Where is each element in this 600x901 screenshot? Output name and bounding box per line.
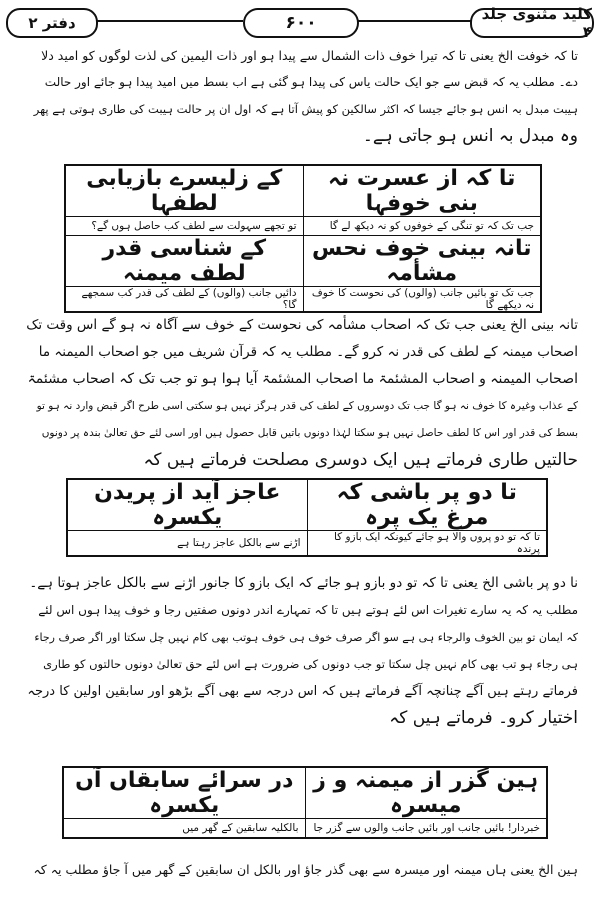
verse-line: عاجز آید از پریدن یکسرہ — [67, 479, 307, 531]
commentary-paragraph-1 — [24, 42, 578, 150]
text-line: تا کہ خوفت الخ یعنی تا کہ تیرا خوف ذات الشمال سے پیدا ہو اور ذات الیمین کی لذت لوگوں کو امید دلا — [41, 48, 578, 63]
commentary-paragraph-4 — [24, 856, 578, 883]
verse-line: تا دو پر باشی کہ مرغ یک پرہ — [307, 479, 547, 531]
verse-line: کے زلیسرے بازیابی لطفہا — [65, 165, 303, 217]
text-line: وہ مبدل بہ انس ہو جاتی ہے۔ — [362, 126, 578, 146]
text-line: تانہ بینی الخ یعنی جب تک کہ اصحاب مشأمہ کی نحوست کے خوف سے آگاہ نہ ہو گے اس وقت تک — [26, 317, 578, 333]
commentary-paragraph-2 — [24, 312, 578, 474]
text-line: دے۔ مطلب یہ کہ قبض سے جو ایک حالت یاس کی پیدا ہو گئی ہے اب بسط میں امید پیدا ہو جائے اور حالت — [44, 75, 578, 89]
verse-translation: بالکلیہ سابقین کے گھر میں — [63, 819, 305, 839]
commentary-paragraph-3 — [24, 570, 578, 732]
verse-translation: تا کہ تو دو پروں والا ہو جائے کیونکہ ایک بازو کا پرندہ — [307, 531, 547, 557]
verse-translation: تو تجھے سہولت سے لطف کب حاصل ہوں گے؟ — [65, 217, 303, 236]
verse-translation: اڑنے سے بالکل عاجز رہتا ہے — [67, 531, 307, 557]
text-line: ہی رجاء ہو تب بھی کام نہیں چل سکتا تو جب دونوں کی ضرورت ہے اس لئے حق تعالیٰ دونوں حالتوں کو طاری — [43, 657, 578, 671]
verse-line: تانہ بینی خوف نحس مشأمہ — [303, 236, 541, 287]
text-line: اصحاب میمنہ کے لطف کی قدر نہ کرو گے۔ مطلب یہ کہ قرآن شریف میں جو اصحاب المیمنہ ما — [38, 344, 578, 360]
text-line: کے عذاب وغیرہ کا خوف نہ ہو گا جب تک دوسروں کے لطف کی قدر ہرگز نہیں ہو سکتی اسی طرح اگر قبض وارد نہ ہو تو — [36, 400, 578, 412]
header-book-title: کلید مثنوی جلد ۴ — [470, 8, 594, 38]
verse-translation: جب تک تو بائیں جانب (والوں) کی نحوست کا خوف نہ دیکھے گا — [303, 287, 541, 313]
verse-line: ہین گزر از میمنہ و ز میسرہ — [305, 767, 547, 819]
header-rule-right — [355, 20, 474, 22]
header-rule-left — [94, 20, 243, 22]
verse-translation: خبردار! بائیں جانب اور بائیں جانب والوں سے گزر جا — [305, 819, 547, 839]
text-line: حالتیں طاری فرماتے ہیں ایک دوسری مصلحت فرماتے ہیں کہ — [143, 450, 578, 470]
text-line: بسط کی قدر اور اس کا لطف حاصل نہیں ہو سکتا لہٰذا دونوں باتیں قابل حصول ہیں اور اسی لئے حق تعالیٰ بندہ پر دونوں — [41, 427, 578, 439]
header-volume-part: دفتر ۲ — [6, 8, 98, 38]
text-line: اصحاب المیمنہ و اصحاب المشئمۃ ما اصحاب المشئمۃ آیا ہوا ہو تو جب تک کہ اصحاب مشئمۃ — [27, 371, 578, 387]
page-number: ۶۰۰ — [243, 8, 359, 38]
text-line: مطلب یہ کہ یہ سارے تغیرات اس لئے ہوتے ہیں تا کہ تمہارے اندر دونوں صفتیں رجا و خوف پیدا ہوں اس لئے — [38, 603, 578, 617]
text-line: ہین الخ یعنی ہاں میمنہ اور میسرہ سے بھی گذر جاؤ اور بالکل ان سابقین کے گھر میں آ جاؤ مطلب یہ کہ — [33, 862, 578, 877]
verse-translation: جب تک کہ تو تنگی کے خوفوں کو نہ دیکھ لے گا — [303, 217, 541, 236]
verse-line: در سرائے سابقاں آں یکسرہ — [63, 767, 305, 819]
text-line: کہ ایمان تو بین الخوف والرجاء ہی ہے سو اگر صرف خوف ہی خوف ہوتب بھی کام نہیں چل سکتا اور اگر صرف رجاء — [34, 631, 578, 644]
verse-table-2 — [66, 478, 548, 557]
verse-table-1 — [64, 164, 542, 313]
text-line: ہیبت مبدل بہ انس ہو جائے جیسا کہ اکثر سالکین کو پیش آتا ہے کہ اول ان پر حالت ہیبت کی طاری ہوتی ہے پھر — [33, 102, 578, 116]
text-line: نا دو پر باشی الخ یعنی تا کہ تو دو بازو ہو جائے کہ ایک بازو کا جانور اڑنے سے بالکل عاجز ہوتا ہے۔ — [29, 575, 578, 591]
verse-line: تا کہ از عسرت نہ بنی خوفہا — [303, 165, 541, 217]
text-line: فرماتے رہتے ہیں آگے چنانچہ آگے فرماتے ہیں کہ اس درجہ سے بھی آگے بڑھو اور سابقین اولین کا درجہ — [27, 684, 578, 699]
verse-line: کے شناسی قدر لطف میمنہ — [65, 236, 303, 287]
text-line: اختیار کرو۔ فرماتے ہیں کہ — [389, 708, 578, 728]
verse-translation: دائیں جانب (والوں) کے لطف کی قدر کب سمجھے گا؟ — [65, 287, 303, 313]
verse-table-3 — [62, 766, 548, 839]
